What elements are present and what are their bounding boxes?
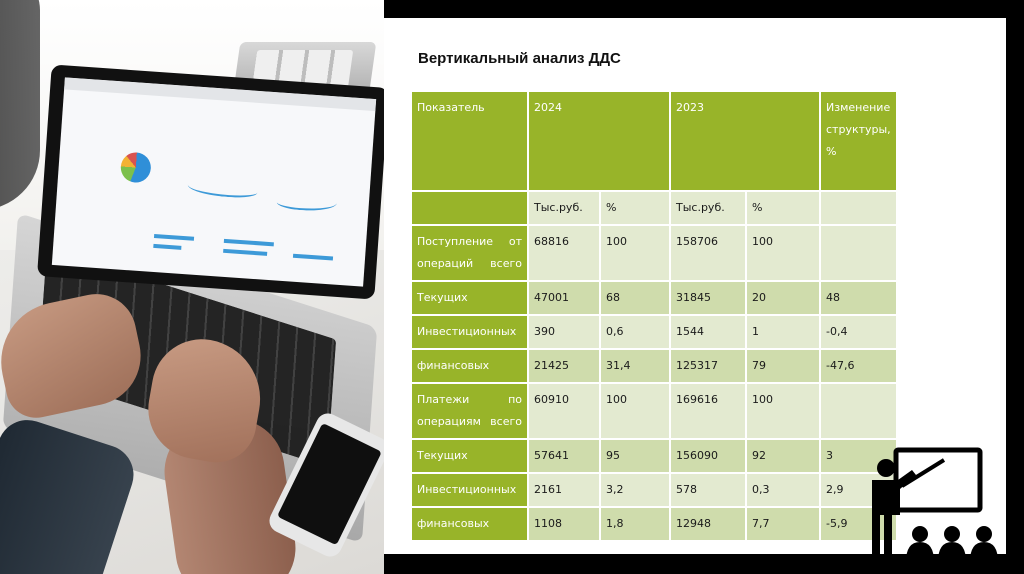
cell-percent: 100 xyxy=(746,225,820,281)
row-label: Текущих xyxy=(411,281,528,315)
cell-value: 1544 xyxy=(670,315,746,349)
photo-screen-wave xyxy=(276,192,337,212)
cell-percent: 31,4 xyxy=(600,349,670,383)
cell-change xyxy=(820,225,897,281)
cell-percent: 7,7 xyxy=(746,507,820,541)
cell-percent: 68 xyxy=(600,281,670,315)
dds-table xyxy=(410,90,898,542)
table-row xyxy=(411,473,897,507)
header-change: Изменение структуры, % xyxy=(820,91,897,191)
row-label xyxy=(411,383,528,439)
photo-screen-bar xyxy=(224,239,274,246)
subheader-empty xyxy=(411,191,528,225)
cell-value: 31845 xyxy=(670,281,746,315)
header-year-2024: 2024 xyxy=(528,91,670,191)
cell-change: 3 xyxy=(820,439,897,473)
cell-value: 21425 xyxy=(528,349,600,383)
cell-percent: 0,3 xyxy=(746,473,820,507)
cell-percent: 3,2 xyxy=(600,473,670,507)
table-subheader-row xyxy=(411,191,897,225)
cell-value: 57641 xyxy=(528,439,600,473)
cell-value: 390 xyxy=(528,315,600,349)
cell-change: 2,9 xyxy=(820,473,897,507)
cell-percent: 0,6 xyxy=(600,315,670,349)
table-row xyxy=(411,225,897,281)
cell-change: 48 xyxy=(820,281,897,315)
cell-change: -5,9 xyxy=(820,507,897,541)
teacher-presentation-icon xyxy=(858,446,1004,562)
cell-change: -0,4 xyxy=(820,315,897,349)
cell-percent: 92 xyxy=(746,439,820,473)
cell-value: 60910 xyxy=(528,383,600,439)
cell-percent: 20 xyxy=(746,281,820,315)
cell-value: 68816 xyxy=(528,225,600,281)
row-label-text: Платежи по операциям всего xyxy=(417,393,522,428)
photo-screen-bar xyxy=(223,249,267,256)
cell-value: 2161 xyxy=(528,473,600,507)
photo-screen-bar xyxy=(154,234,194,241)
cell-value: 158706 xyxy=(670,225,746,281)
photo-screen-bar xyxy=(293,254,333,261)
row-label: финансовых xyxy=(411,349,528,383)
slide-title: Вертикальный анализ ДДС xyxy=(418,50,621,67)
cell-percent: 100 xyxy=(600,225,670,281)
table-row xyxy=(411,349,897,383)
cell-value: 47001 xyxy=(528,281,600,315)
cell-percent: 79 xyxy=(746,349,820,383)
photo-screen-bar xyxy=(153,244,181,250)
cell-value: 12948 xyxy=(670,507,746,541)
cell-value: 125317 xyxy=(670,349,746,383)
header-indicator: Показатель xyxy=(411,91,528,191)
row-label xyxy=(411,225,528,281)
cell-percent: 95 xyxy=(600,439,670,473)
photo-screen-pie xyxy=(120,152,152,184)
table-row xyxy=(411,315,897,349)
table-row xyxy=(411,507,897,541)
row-label: Инвестиционных xyxy=(411,315,528,349)
row-label-text: Поступление от операций всего xyxy=(417,235,522,270)
table-row xyxy=(411,439,897,473)
laptop-photo xyxy=(0,0,384,574)
table-header-row xyxy=(411,91,897,191)
row-label: Инвестиционных xyxy=(411,473,528,507)
row-label: финансовых xyxy=(411,507,528,541)
cell-percent: 100 xyxy=(746,383,820,439)
cell-value: 1108 xyxy=(528,507,600,541)
cell-percent: 100 xyxy=(600,383,670,439)
subheader-percent: % xyxy=(746,191,820,225)
table-row xyxy=(411,281,897,315)
cell-value: 578 xyxy=(670,473,746,507)
cell-value: 169616 xyxy=(670,383,746,439)
subheader-unit: Тыс.руб. xyxy=(670,191,746,225)
photo-laptop-screen xyxy=(52,77,376,286)
subheader-percent: % xyxy=(600,191,670,225)
table-row xyxy=(411,383,897,439)
row-label: Текущих xyxy=(411,439,528,473)
subheader-unit: Тыс.руб. xyxy=(528,191,600,225)
header-year-2023: 2023 xyxy=(670,91,820,191)
cell-percent: 1,8 xyxy=(600,507,670,541)
subheader-empty xyxy=(820,191,897,225)
cell-percent: 1 xyxy=(746,315,820,349)
cell-value: 156090 xyxy=(670,439,746,473)
photo-screen-wave xyxy=(187,178,258,199)
cell-change xyxy=(820,383,897,439)
cell-change: -47,6 xyxy=(820,349,897,383)
